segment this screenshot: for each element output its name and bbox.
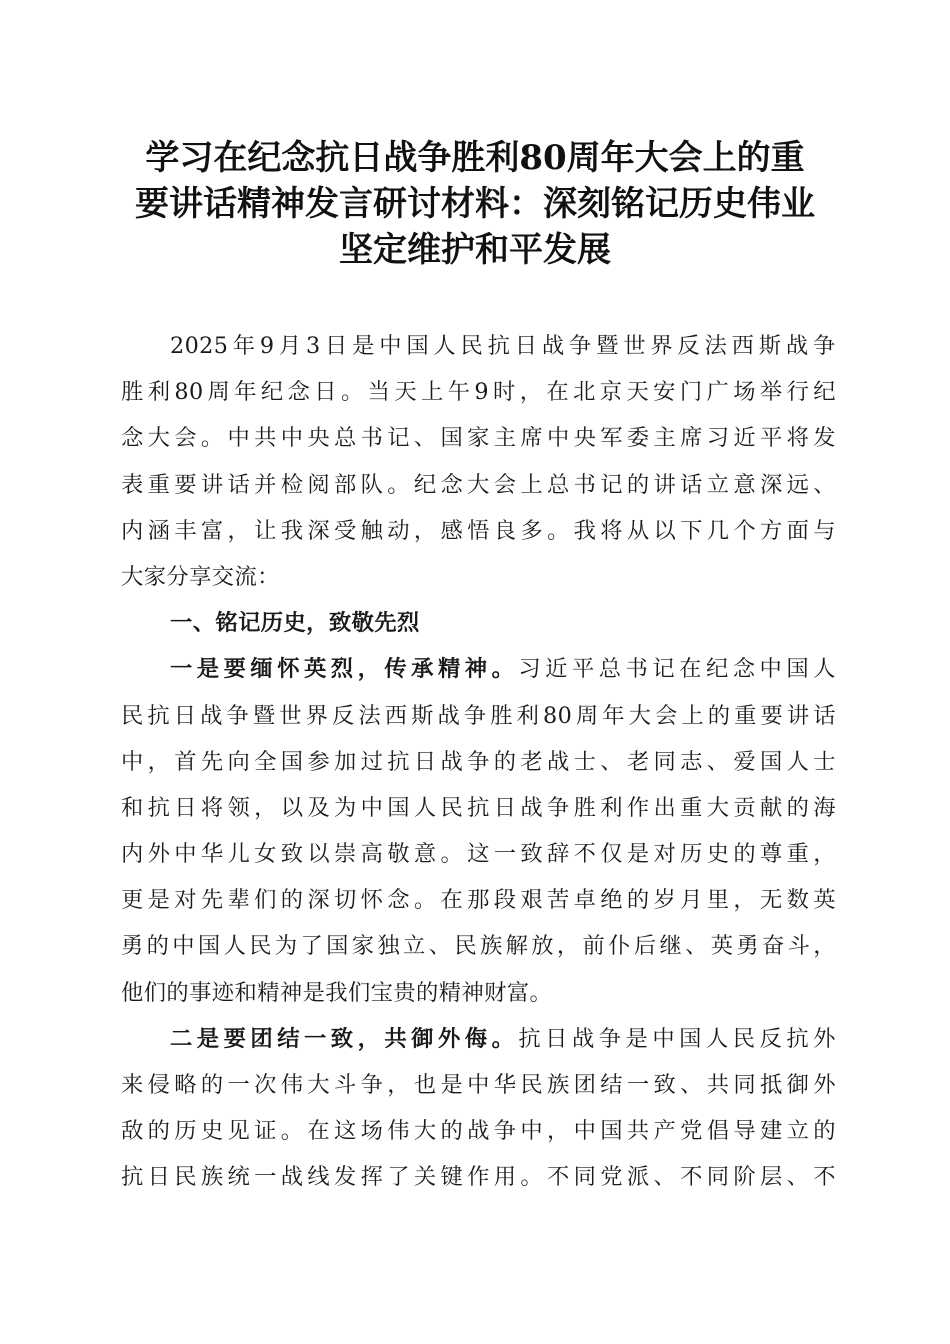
- section-heading: 一、铭记历史，致敬先烈: [170, 610, 420, 637]
- text-line: 表 重 要 讲 话 并 检 阅 部 队 。 纪 念 大 会 上 总 书 记 的 讲 话 立 意 深 远 、: [121, 471, 836, 498]
- text-line: 内 涵 丰 富 ， 让 我 深 受 触 动 ， 感 悟 良 多 。 我 将 从 以 下 几 个 方 面 与: [121, 517, 836, 544]
- text-line: 勇 的 中 国 人 民 为 了 国 家 独 立 、 民 族 解 放 ， 前 仆 后 继 、 英 勇 奋 斗 ，: [121, 933, 836, 960]
- document-title: [115, 135, 835, 273]
- text-line: 胜 利 80 周 年 纪 念 日 。 当 天 上 午 9 时 ， 在 北 京 天 安 门 广 场 举 行 纪: [121, 379, 836, 406]
- text-line: 内 外 中 华 儿 女 致 以 崇 高 敬 意 。 这 一 致 辞 不 仅 是 对 历 史 的 尊 重 ，: [121, 841, 836, 868]
- text-line: 大家分享交流：: [121, 563, 280, 590]
- title-line-3: 坚定维护和平发展: [339, 230, 611, 270]
- title-line-2: 要讲话精神发言研讨材料：深刻铭记历史伟业: [135, 184, 815, 224]
- document-body: [121, 323, 836, 1201]
- text-line: 一 是 要 缅 怀 英 烈 ， 传 承 精 神 。 习 近 平 总 书 记 在 纪 念 中 国 人: [170, 656, 836, 683]
- text-line: 他们的事迹和精神是我们宝贵的精神财富。: [121, 979, 553, 1006]
- text-line: 念 大 会 。 中 共 中 央 总 书 记 、 国 家 主 席 中 央 军 委 主 席 习 近 平 将 发: [121, 425, 836, 452]
- intro-paragraph: [121, 323, 836, 600]
- text-line: 和 抗 日 将 领 ， 以 及 为 中 国 人 民 抗 日 战 争 胜 利 作 出 重 大 贡 献 的 海: [121, 794, 836, 821]
- text-line: 来 侵 略 的 一 次 伟 大 斗 争 ， 也 是 中 华 民 族 团 结 一 致 、 共 同 抵 御 外: [121, 1072, 836, 1098]
- title-line-1: 学习在纪念抗日战争胜利80周年大会上的重: [145, 138, 805, 178]
- text-line: 二 是 要 团 结 一 致 ， 共 御 外 侮 。 抗 日 战 争 是 中 国 人 民 反 抗 外: [170, 1025, 836, 1052]
- text-line: 更 是 对 先 辈 们 的 深 切 怀 念 。 在 那 段 艰 苦 卓 绝 的 岁 月 里 ， 无 数 英: [121, 887, 836, 914]
- text-line: 民 抗 日 战 争 暨 世 界 反 法 西 斯 战 争 胜 利 80 周 年 大 会 上 的 重 要 讲 话: [121, 702, 836, 729]
- point-two-paragraph: [121, 1016, 836, 1201]
- text-line: 2025 年 9 月 3 日 是 中 国 人 民 抗 日 战 争 暨 世 界 反 法 西 斯 战 争: [170, 333, 836, 359]
- text-line: 抗 日 民 族 统 一 战 线 发 挥 了 关 键 作 用 。 不 同 党 派 、 不 同 阶 层 、 不: [121, 1164, 836, 1191]
- point-one-paragraph: [121, 646, 836, 1016]
- text-line: 敌 的 历 史 见 证 。 在 这 场 伟 大 的 战 争 中 ， 中 国 共 产 党 倡 导 建 立 的: [121, 1118, 836, 1145]
- text-line: 中 ， 首 先 向 全 国 参 加 过 抗 日 战 争 的 老 战 士 、 老 同 志 、 爱 国 人 士: [121, 748, 836, 775]
